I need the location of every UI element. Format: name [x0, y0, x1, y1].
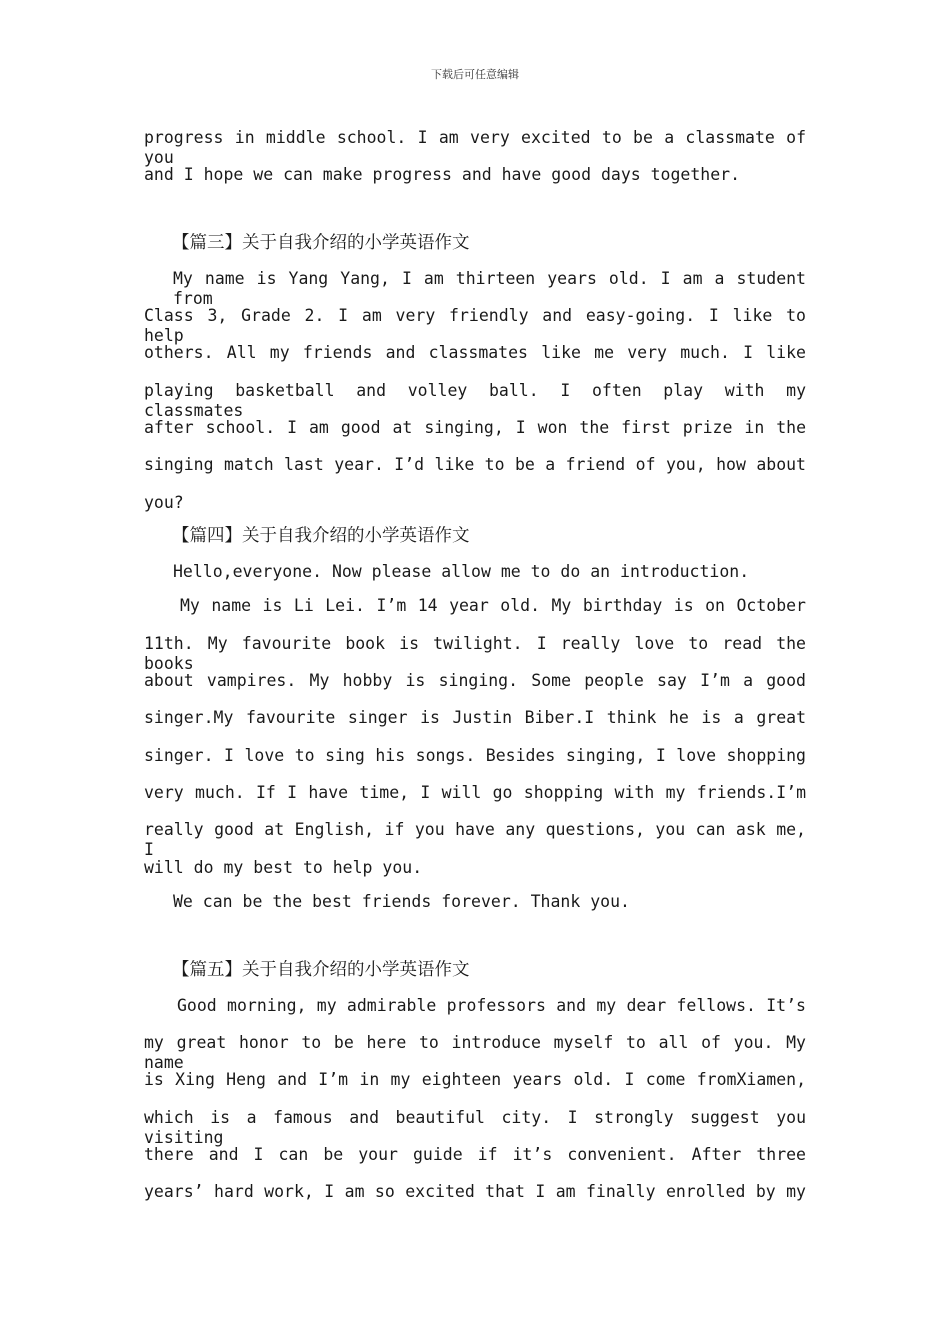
paragraph-line: years’ hard work, I am so excited that I am finally enrolled by my [144, 1182, 806, 1201]
paragraph-line: 11th. My favourite book is twilight. I really love to read the books [144, 634, 806, 673]
essay-5-heading: 【篇五】关于自我介绍的小学英语作文 [172, 960, 470, 980]
paragraph-line: you? [144, 493, 184, 512]
paragraph-line: very much. If I have time, I will go shopping with my friends.I’m [144, 783, 806, 802]
page-header-note: 下载后可任意编辑 [431, 68, 519, 81]
paragraph-line: really good at English, if you have any questions, you can ask me, I [144, 820, 806, 859]
paragraph-line: singing match last year. I’d like to be a friend of you, how about [144, 455, 806, 474]
essay-3-heading: 【篇三】关于自我介绍的小学英语作文 [172, 233, 470, 253]
paragraph-line: is Xing Heng and I’m in my eighteen years old. I come fromXiamen, [144, 1070, 806, 1089]
paragraph-line: My name is Yang Yang, I am thirteen years old. I am a student from [173, 269, 806, 308]
paragraph-line: will do my best to help you. [144, 858, 423, 877]
essay-4-heading: 【篇四】关于自我介绍的小学英语作文 [172, 526, 470, 546]
paragraph-line: My name is Li Lei. I’m 14 year old. My birthday is on October [180, 596, 806, 615]
paragraph-line: Hello,everyone. Now please allow me to do an introduction. [173, 562, 750, 581]
paragraph-line: after school. I am good at singing, I won the first prize in the [144, 418, 806, 437]
paragraph-line: singer.My favourite singer is Justin Biber.I think he is a great [144, 708, 806, 727]
paragraph-line: which is a famous and beautiful city. I strongly suggest you visiting [144, 1108, 806, 1147]
paragraph-line: others. All my friends and classmates like me very much. I like [144, 343, 806, 362]
paragraph-line: my great honor to be here to introduce myself to all of you. My name [144, 1033, 806, 1072]
paragraph-line: about vampires. My hobby is singing. Some people say I’m a good [144, 671, 806, 690]
paragraph-line: playing basketball and volley ball. I often play with my classmates [144, 381, 806, 420]
paragraph-line: and I hope we can make progress and have good days together. [144, 165, 741, 184]
paragraph-line: singer. I love to sing his songs. Besides singing, I love shopping [144, 746, 806, 765]
paragraph-line: We can be the best friends forever. Thank you. [173, 892, 630, 911]
paragraph-line: Class 3, Grade 2. I am very friendly and easy-going. I like to help [144, 306, 806, 345]
paragraph-line: there and I can be your guide if it’s convenient. After three [144, 1145, 806, 1164]
paragraph-line: Good morning, my admirable professors and my dear fellows. It’s [177, 996, 806, 1015]
paragraph-line: progress in middle school. I am very excited to be a classmate of you [144, 128, 806, 167]
